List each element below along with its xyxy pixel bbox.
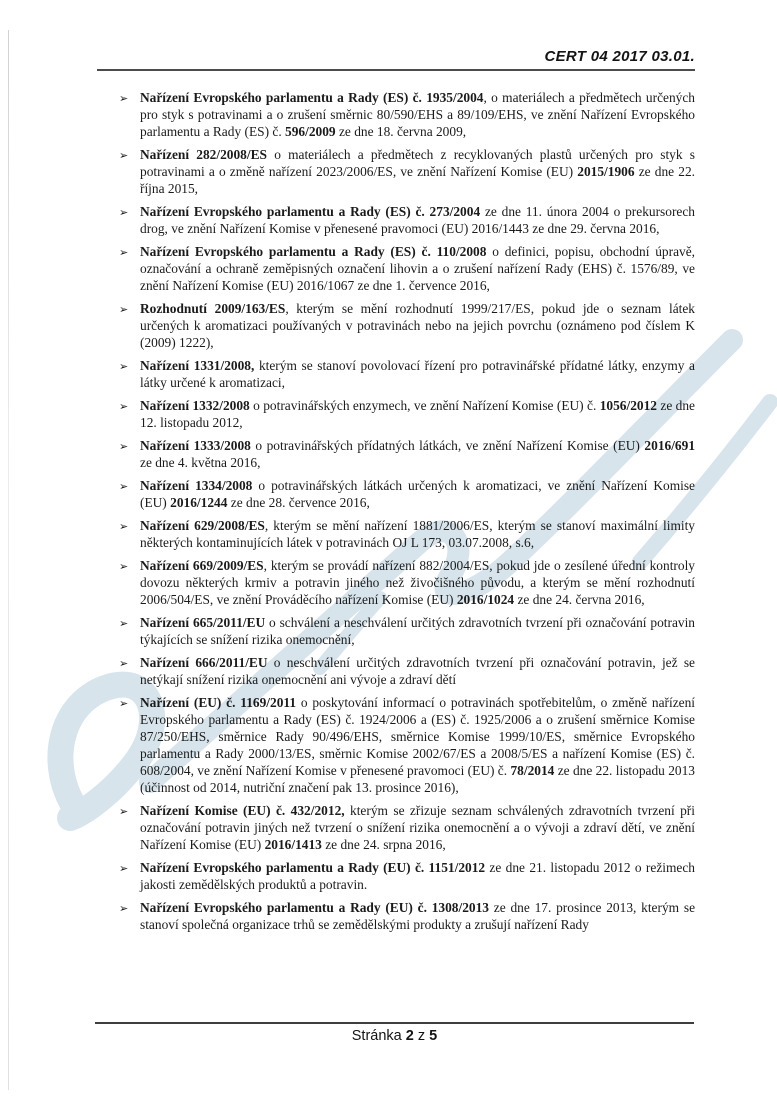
list-item-text: Nařízení Evropského parlamentu a Rady (ES) č. 273/2004 ze dne 11. února 2004 o prekursorech drog, ve znění Nařízení Komise v přenesené pravomoci (EU) 2016/1443 ze dne 29. června 2016, — [140, 204, 695, 236]
list-item — [119, 614, 695, 648]
list-item-text: Nařízení 1334/2008 o potravinářských látkách určených k aromatizaci, ve znění Nařízení Komise (EU) 2016/1244 ze dne 28. července 2016, — [140, 478, 695, 510]
list-item-text: Nařízení 665/2011/EU o schválení a neschválení určitých zdravotních tvrzení při označování potravin týkajících se snížení rizika onemocnění, — [140, 615, 695, 647]
list-item — [119, 243, 695, 294]
list-item — [119, 300, 695, 351]
list-item — [119, 146, 695, 197]
arrow-bullet-icon: ➢ — [119, 617, 129, 630]
arrow-bullet-icon: ➢ — [119, 520, 129, 533]
list-item — [119, 694, 695, 796]
page-label: Stránka — [351, 1028, 402, 1044]
regulation-list — [119, 89, 695, 939]
header-rule — [97, 69, 695, 71]
arrow-bullet-icon: ➢ — [119, 303, 129, 316]
list-item — [119, 899, 695, 933]
footer-rule — [95, 1022, 694, 1024]
arrow-bullet-icon: ➢ — [119, 206, 129, 219]
list-item — [119, 397, 695, 431]
arrow-bullet-icon: ➢ — [119, 400, 129, 413]
list-item-text: Nařízení Evropského parlamentu a Rady (EU) č. 1308/2013 ze dne 17. prosince 2013, kterým se stanoví společná organizace trhů se zemědělskými produkty a zrušují nařízení Rady — [140, 900, 696, 932]
arrow-bullet-icon: ➢ — [119, 862, 129, 875]
list-item — [119, 557, 695, 608]
list-item-text: Rozhodnutí 2009/163/ES, kterým se mění rozhodnutí 1999/217/ES, pokud jde o seznam látek určených k aromatizaci používaných v potravinách nebo na jejich povrchu (oznámeno pod číslem K (2009) 1222), — [140, 301, 695, 350]
list-item — [119, 203, 695, 237]
document-code: CERT 04 2017 03.01. — [544, 48, 695, 65]
arrow-bullet-icon: ➢ — [119, 480, 129, 493]
list-item — [119, 802, 695, 853]
page-of-label: z — [417, 1028, 426, 1044]
list-item — [119, 517, 695, 551]
list-item-text: Nařízení 1331/2008, kterým se stanoví povolovací řízení pro potravinářské přídatné látky, enzymy a látky určené k aromatizaci, — [140, 358, 695, 390]
list-item — [119, 89, 695, 140]
list-item-text: Nařízení 666/2011/EU o neschválení určitých zdravotních tvrzení při označování potravin, jež se netýkají snížení rizika onemocnění ani vývoje a zdraví dětí — [140, 655, 695, 687]
list-item-text: Nařízení Evropského parlamentu a Rady (ES) č. 1935/2004, o materiálech a předmětech určených pro styk s potravinami a o zrušení směrnic 80/590/EHS a 89/109/EHS, ve znění Nařízení Evropského parlamentu a Rady (ES) č. 596/2009 ze dne 18. června 2009, — [140, 90, 696, 139]
list-item — [119, 357, 695, 391]
list-item — [119, 477, 695, 511]
page-total: 5 — [429, 1028, 438, 1044]
list-item-text: Nařízení Evropského parlamentu a Rady (ES) č. 110/2008 o definici, popisu, obchodní úpravě, označování a ochraně zeměpisných označení lihovin a o zrušení nařízení Rady (EHS) č. 1576/89, ve znění Nařízení Komise (EU) 2016/1067 ze dne 1. července 2016, — [140, 244, 696, 293]
page-current: 2 — [405, 1028, 414, 1044]
scan-edge-line — [8, 30, 9, 1090]
list-item-text: Nařízení Evropského parlamentu a Rady (EU) č. 1151/2012 ze dne 21. listopadu 2012 o režimech jakosti zemědělských produktů a potravin. — [140, 860, 695, 892]
list-item-text: Nařízení 629/2008/ES, kterým se mění nařízení 1881/2006/ES, kterým se stanoví maximální limity některých kontaminujících látek v potravinách OJ L 173, 03.07.2008, s.6, — [140, 518, 695, 550]
arrow-bullet-icon: ➢ — [119, 246, 129, 259]
list-item — [119, 437, 695, 471]
arrow-bullet-icon: ➢ — [119, 360, 129, 373]
arrow-bullet-icon: ➢ — [119, 149, 129, 162]
list-item-text: Nařízení 669/2009/ES, kterým se provádí nařízení 882/2004/ES, pokud jde o zesílené úřední kontroly dovozu některých krmiv a potravin jiného než živočišného původu, a kterým se mění rozhodnutí 2006/504/ES, ve znění Prováděcího nařízení Komise (EU) 2016/1024 ze dne 24. června 2016, — [140, 558, 695, 607]
arrow-bullet-icon: ➢ — [119, 92, 129, 105]
arrow-bullet-icon: ➢ — [119, 657, 129, 670]
list-item-text: Nařízení 1333/2008 o potravinářských přídatných látkách, ve znění Nařízení Komise (EU) 2016/691 ze dne 4. května 2016, — [140, 438, 696, 470]
arrow-bullet-icon: ➢ — [119, 440, 129, 453]
list-item-text: Nařízení 282/2008/ES o materiálech a předmětech z recyklovaných plastů určených pro styk s potravinami a o změně nařízení 2023/2006/ES, ve znění Nařízení Komise (EU) 2015/1906 ze dne 22. října 2015, — [140, 147, 695, 196]
page-number — [95, 1028, 694, 1044]
arrow-bullet-icon: ➢ — [119, 805, 129, 818]
list-item-text: Nařízení 1332/2008 o potravinářských enzymech, ve znění Nařízení Komise (EU) č. 1056/2012 ze dne 12. listopadu 2012, — [140, 398, 696, 430]
arrow-bullet-icon: ➢ — [119, 560, 129, 573]
arrow-bullet-icon: ➢ — [119, 697, 129, 710]
list-item — [119, 654, 695, 688]
arrow-bullet-icon: ➢ — [119, 902, 129, 915]
list-item — [119, 859, 695, 893]
list-item-text: Nařízení (EU) č. 1169/2011 o poskytování informací o potravinách spotřebitelům, o změně nařízení Evropského parlamentu a Rady (ES) č. 1924/2006 a (ES) č. 1925/2006 a o zrušení směrnice Komise 87/250/EHS, směrnice Rady 90/496/EHS, směrnice Komise 1999/10/ES, směrnice Evropského parlamentu a Rady 2000/13/ES, směrnic Komise 2002/67/ES a 2008/5/ES a nařízení Komise (ES) č. 608/2004, ve znění Nařízení Komise v přenesené pravomoci (EU) č. 78/2014 ze dne 22. listopadu 2013 (účinnost od 2014, nutriční značení pak 13. prosince 2016), — [140, 695, 695, 795]
list-item-text: Nařízení Komise (EU) č. 432/2012, kterým se zřizuje seznam schválených zdravotních tvrzení při označování potravin jiných než tvrzení o snížení rizika onemocnění a o vývoji a zdraví dětí, ve znění Nařízení Komise (EU) 2016/1413 ze dne 24. srpna 2016, — [140, 803, 695, 852]
